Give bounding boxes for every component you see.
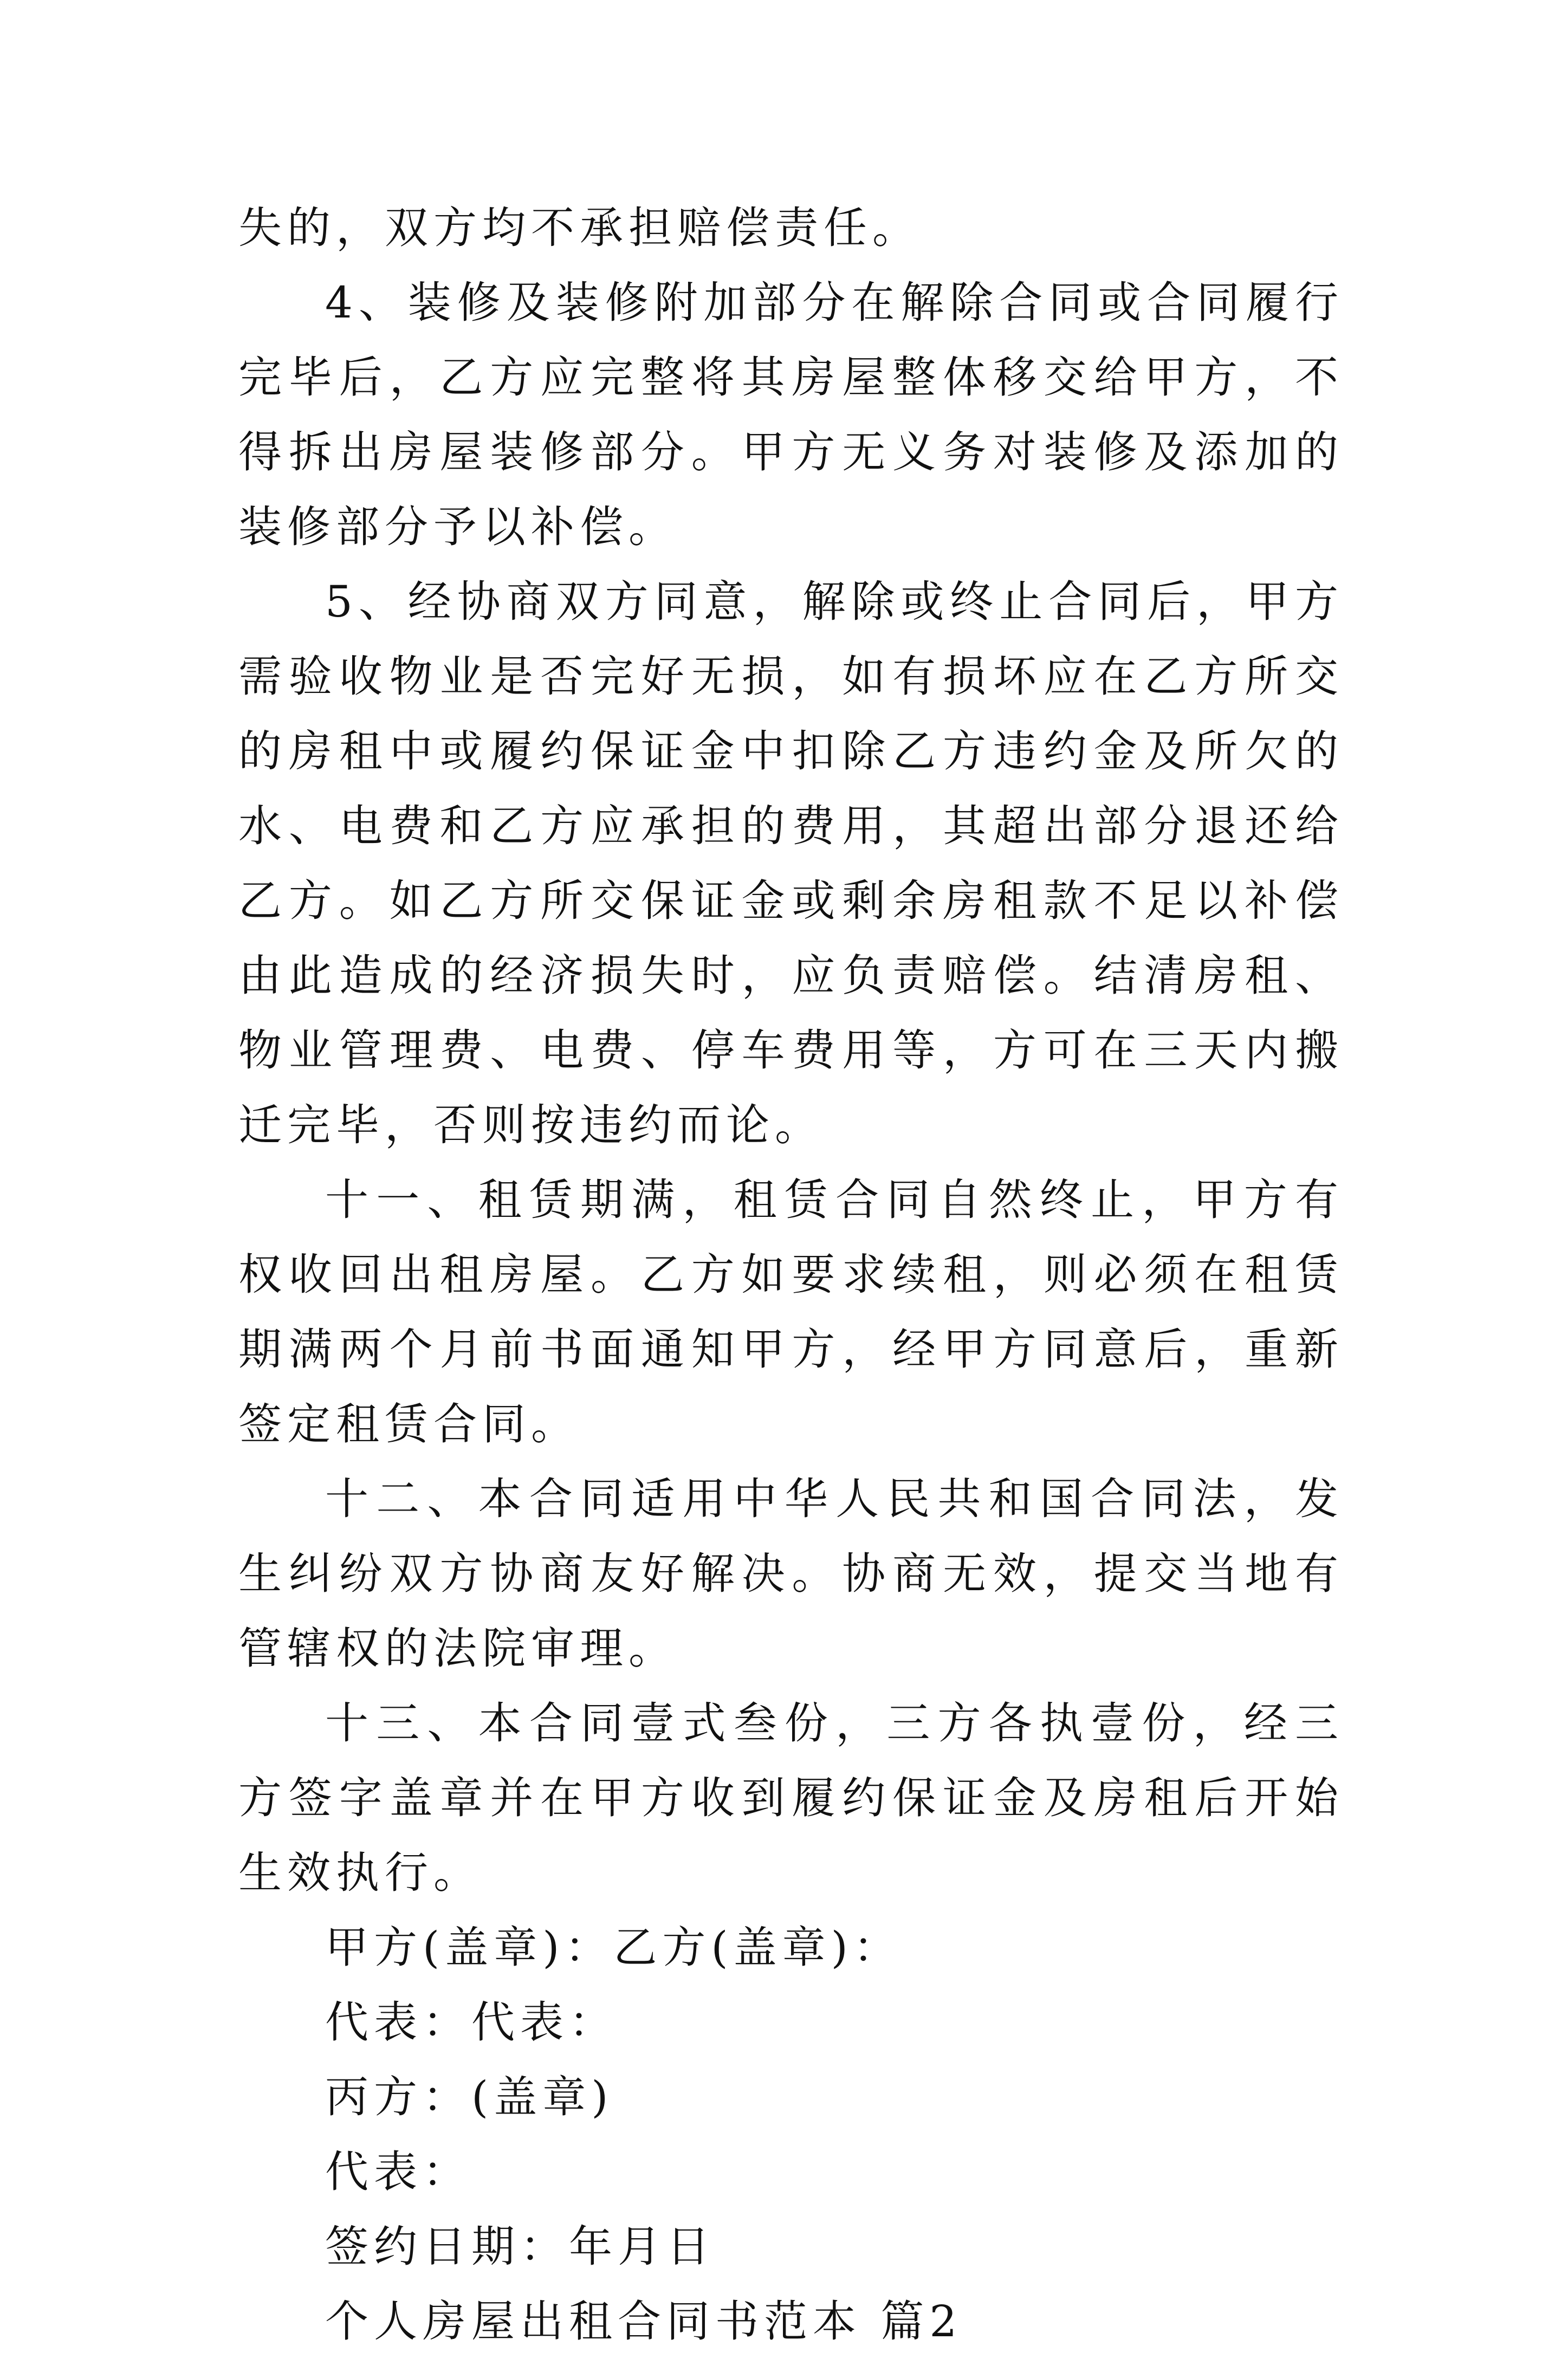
signing-date: 签约日期：年月日: [325, 2221, 715, 2272]
next-section-heading: 个人房屋出租合同书范本 篇2: [325, 2296, 963, 2347]
document-body: [238, 191, 1344, 2359]
paragraph-article-12: 十二、本合同适用中华人民共和国合同法，发生纠纷双方协商友好解决。协商无效，提交当地有管辖权的法院审理。: [238, 1474, 1344, 1674]
signature-party-a-b: 甲方(盖章)：乙方(盖章)：: [325, 1922, 902, 1973]
paragraph-clause-4: 4、装修及装修附加部分在解除合同或合同履行完毕后，乙方应完整将其房屋整体移交给甲方，不得拆出房屋装修部分。甲方无义务对装修及添加的装修部分予以补偿。: [238, 277, 1344, 552]
signature-representative-c: 代表：: [325, 2147, 471, 2197]
paragraph-article-13: 十三、本合同壹式叁份，三方各执壹份，经三方签字盖章并在甲方收到履约保证金及房租后开始生效执行。: [238, 1698, 1344, 1898]
paragraph-continuation: 失的，双方均不承担赔偿责任。: [238, 203, 921, 253]
signature-representatives: 代表：代表：: [325, 1997, 618, 2047]
signature-party-c: 丙方：(盖章): [325, 2072, 614, 2122]
paragraph-clause-5: 5、经协商双方同意，解除或终止合同后，甲方需验收物业是否完好无损，如有损坏应在乙方所交的房租中或履约保证金中扣除乙方违约金及所欠的水、电费和乙方应承担的费用，其超出部分退还给乙方。如乙方所交保证金或剩余房租款不足以补偿由此造成的经济损失时，应负责赔偿。结清房租、物业管理费、电费、停车费用等，方可在三天内搬迁完毕，否则按违约而论。: [238, 576, 1344, 1150]
paragraph-article-11: 十一、租赁期满，租赁合同自然终止，甲方有权收回出租房屋。乙方如要求续租，则必须在租赁期满两个月前书面通知甲方，经甲方同意后，重新签定租赁合同。: [238, 1175, 1344, 1449]
